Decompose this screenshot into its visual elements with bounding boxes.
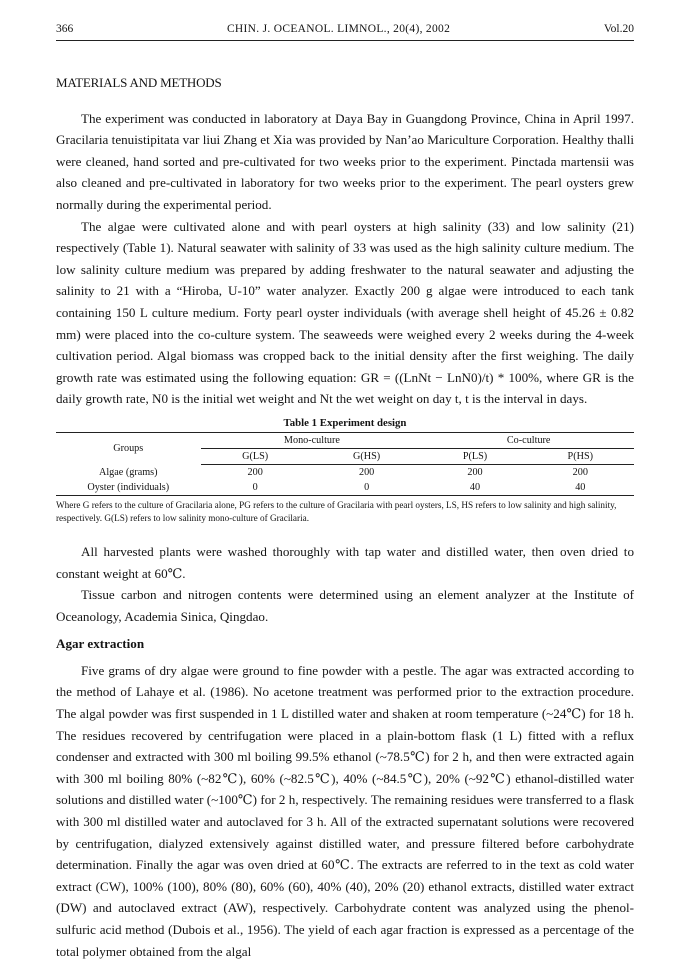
table-cell: 40 (527, 480, 634, 496)
experiment-design-table (56, 416, 634, 525)
table-cell: 40 (423, 480, 526, 496)
table-cell: 0 (201, 480, 310, 496)
table-row (56, 480, 634, 496)
table-col-header: G(HS) (310, 448, 424, 464)
table-cell: 200 (247, 466, 263, 478)
table-col-header: G(LS) (201, 448, 310, 464)
table-col-header: P(LS) (423, 448, 526, 464)
table-row-label: Oyster (individuals) (56, 480, 201, 496)
journal-citation: CHIN. J. OCEANOL. LIMNOL., 20(4), 2002 (226, 23, 451, 35)
running-header (56, 18, 634, 41)
paragraph-4: Tissue carbon and nitrogen contents were determined using an element analyzer at the Institute of Oceanology, Academia Sinica, Qingdao. (56, 587, 634, 624)
table-cell: 0 (310, 480, 424, 496)
paragraph-3: All harvested plants were washed thoroughly with tap water and distilled water, then oven dried to constant weight at 60℃. (56, 543, 634, 581)
table-footnote: Where G refers to the culture of Gracilaria alone, PG refers to the culture of Gracilaria with pearl oysters, LS, HS refers to low salinity and high salinity, respectively. G(LS) refers to low salinity mono-culture of Gracilaria. (56, 499, 617, 523)
volume-label: Vol.20 (603, 23, 634, 35)
table-row (56, 464, 634, 480)
table-grid (56, 432, 634, 496)
article-body (56, 72, 634, 962)
table-cell: 200 (358, 466, 375, 478)
paragraph-2: The algae were cultivated alone and with pearl oysters at high salinity (33) and low salinity (21) respectively (Table 1). Natural seawater with salinity of 33 was used as the high salinity culture medium. The low salinity culture medium was prepared by adding freshwater to the natural seawater and adjusting the salinity to 21 with a “Hiroba, U-10” water analyzer. Exactly 200 g algae were introduced to each tank containing 150 L culture medium. Forty pearl oyster individuals (with average shell height of 45.26 ± 0.82 mm) were placed into the co-culture system. The seaweeds were weighed every 2 weeks during the 4-week cultivation period. Algal biomass was cropped back to the initial density after the first weighing. The daily growth rate was estimated using the following equation: GR = ((LnNt − LnN0)/t) * 100%, where GR is the daily growth rate, N0 is the initial wet weight and Nt the wet weight on day t, t is the interval in days. (56, 218, 634, 407)
table-groups-header: Groups (56, 432, 201, 464)
paragraph-5: Five grams of dry algae were ground to fine powder with a pestle. The agar was extracted according to the method of Lahaye et al. (1986). No acetone treatment was performed prior to the extraction procedure. The algal powder was first suspended in 1 L distilled water and shaken at room temperature (~24℃) for 18 h. The residues recovered by centrifugation were placed in a plain-bottom flask (1 L) fitted with a reflux condenser and extracted with 300 ml boiling 99.5% ethanol (~78.5℃) for 2 h, and then were extracted again with 300 ml boiling 80% (~82℃), 60% (~82.5℃), 40% (~84.5℃), 20% (~92℃) ethanol-distilled water solutions and distilled water (~100℃) for 2 h, respectively. The remaining residues were transferred to a flask with 300 ml distilled water and autoclaved for 3 h. All of the extracted supernatant solutions were recovered by centrifugation, dialyzed extensively against distilled water, and pressure filtered before carbohydrate determination. Finally the agar was oven dried at 60℃. The extracts are referred to in the text as cold water extract (CW), 100% (100), 80% (80), 60% (60), 40% (40), 20% (20) ethanol extracts, distilled water extract (DW) and autoclaved extract (AW), respectively. Carbohydrate content was analyzed using the phenol-sulfuric acid method (Dubois et al., 1956). The yield of each agar fraction is expressed as a percentage of the total polymer obtained from the algal (56, 662, 634, 959)
section-heading: MATERIALS AND METHODS (56, 75, 222, 90)
table-cell: 200 (467, 466, 483, 478)
table-cell: 200 (572, 466, 588, 478)
page-number: 366 (56, 23, 74, 35)
table-mono-header: Mono-culture (201, 432, 424, 448)
paragraph-1: The experiment was conducted in laboratory at Daya Bay in Guangdong Province, China in April 1997. Gracilaria tenuistipitata var liui Zhang et Xia was provided by Nan’ao Mariculture Corporation. Healthy thalli were cleaned, hand sorted and pre-cultivated for two weeks prior to the experiment. Pinctada martensii was also cleaned and pre-cultivated in laboratory for two weeks prior to the experiment. The pearl oysters grew normally during the experimental period. (56, 110, 634, 212)
table-title: Table 1 Experiment design (283, 416, 407, 429)
subsection-heading: Agar extraction (56, 636, 145, 652)
table-row-label: Algae (grams) (98, 466, 158, 478)
table-co-header: Co-culture (423, 432, 634, 448)
table-col-header: P(HS) (527, 448, 634, 464)
